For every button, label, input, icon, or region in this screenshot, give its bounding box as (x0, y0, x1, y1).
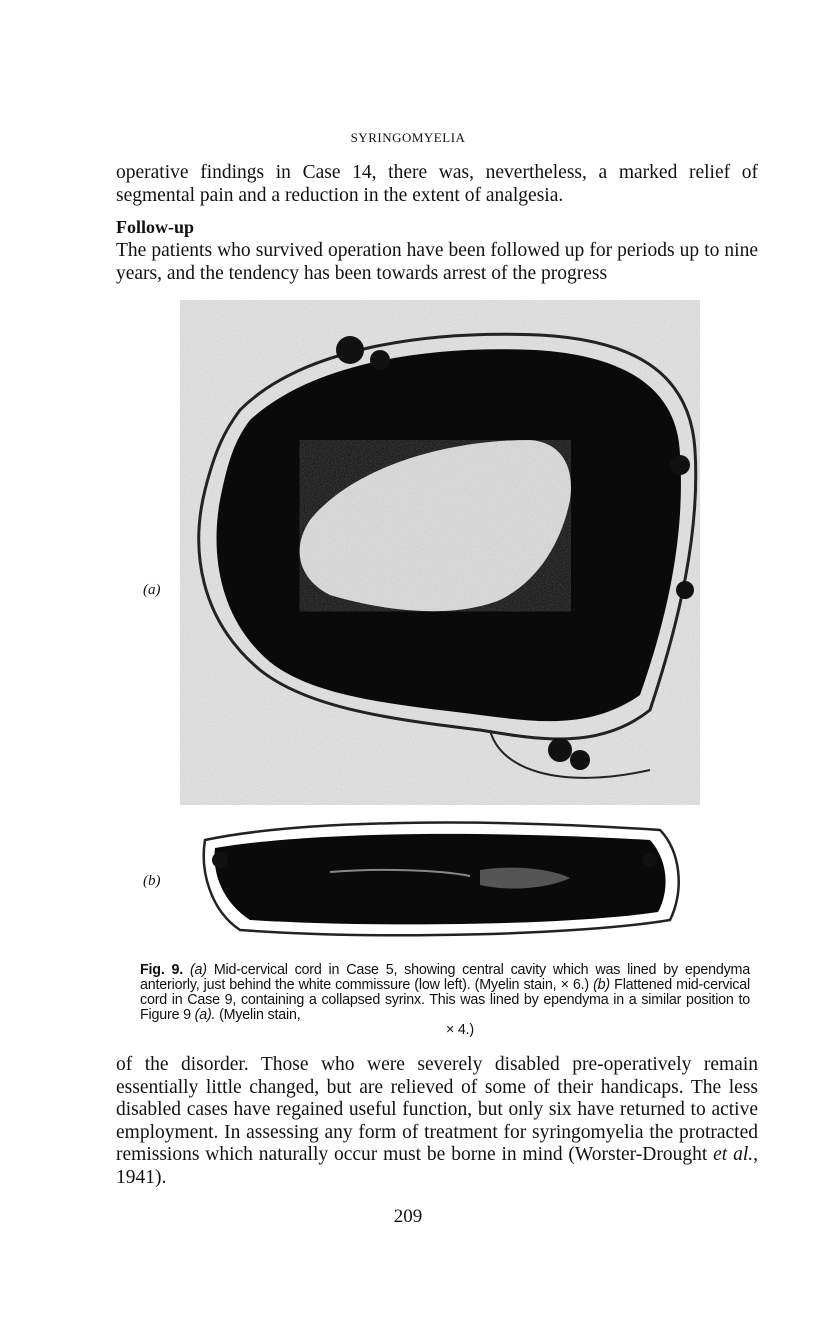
paragraph-operative-findings: operative findings in Case 14, there was, nevertheless, a marked relief of segmental pain and a reduction in the extent of analgesia. (116, 162, 758, 206)
figure-caption (140, 963, 750, 1038)
paragraph-disorder-text: of the disorder. Those who were severely disabled pre-operatively remain essentially little changed, but are relieved of some of their handicaps. The less disabled cases have regained useful function, but only six have returned to active employment. In assessing any form of treatment for syringomyelia the protracted remissions which naturally occur must be borne in mind (Worster-Drought (116, 1054, 758, 1165)
paragraph-follow-up: The patients who survived operation have been followed up for periods up to nine years, and the tendency has been towards arrest of the progress (116, 240, 758, 284)
caption-figure-number: Fig. 9. (140, 962, 184, 978)
caption-stain: (Myelin stain, (219, 1007, 301, 1023)
micrograph-cord-section-b (180, 810, 700, 955)
caption-part-a-label: (a) (190, 962, 207, 978)
paragraph-disorder-outcome (116, 1054, 758, 1189)
caption-part-b-label: (b) (593, 977, 610, 993)
page-number: 209 (393, 1206, 423, 1227)
caption-tail: × 4.) (445, 1022, 474, 1038)
section-heading-follow-up: Follow-up (116, 217, 195, 237)
figure-label-a: (a) (143, 582, 161, 598)
citation-year: , 1941). (116, 1144, 759, 1188)
figure-label-b: (b) (143, 873, 161, 889)
caption-part-b-text: Flattened mid-cervical cord in Case 9, containing a collapsed syrinx. This was lined by ependyma in a similar position to Figure 9 (140, 977, 750, 1023)
running-head: SYRINGOMYELIA (350, 130, 466, 145)
caption-figure-ref: (a). (194, 1007, 216, 1023)
citation-et-al: et al. (713, 1144, 754, 1165)
caption-part-a-text: Mid-cervical cord in Case 5, showing central cavity which was lined by ependyma anteriorly, just behind the white commissure (low left). (Myelin stain, × 6.) (140, 962, 750, 993)
micrograph-cord-section-a (180, 290, 700, 805)
